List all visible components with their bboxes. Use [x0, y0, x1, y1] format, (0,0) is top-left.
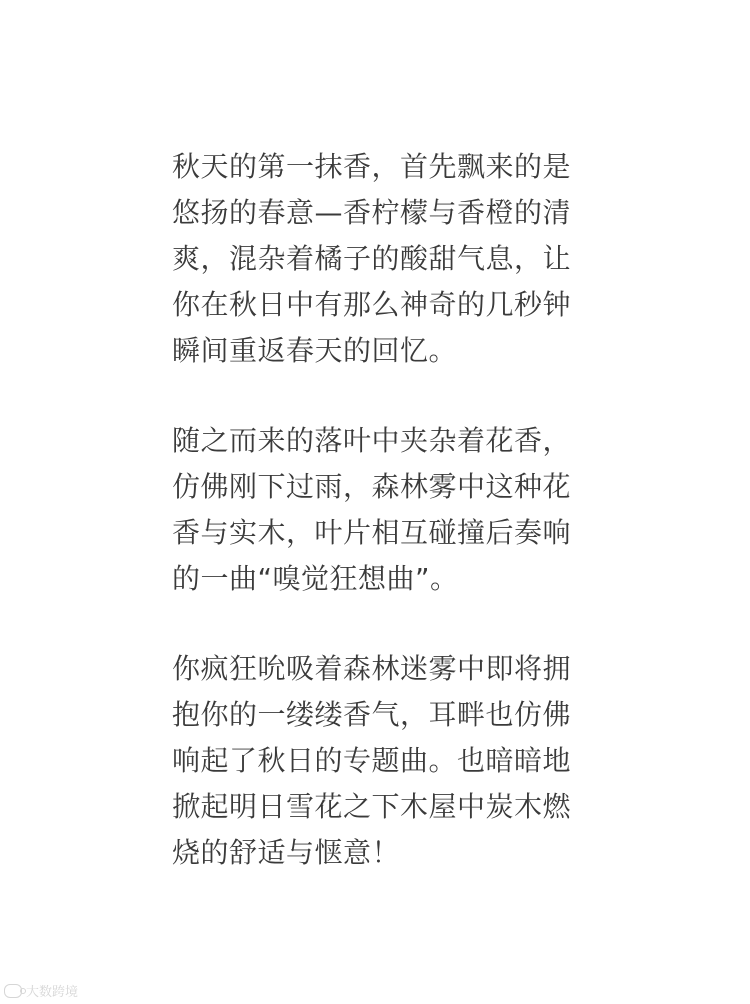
paragraph-line: 烧的舒适与惬意！: [172, 836, 401, 869]
paragraph-line: 的一曲“嗅觉狂想曲”。: [172, 562, 459, 595]
paragraph-line: 爽，混杂着橘子的酸甜气息，让: [172, 242, 572, 275]
paragraph-line: 抱你的一缕缕香气，耳畔也仿佛: [172, 698, 572, 731]
paragraph-line: 香与实木，叶片相互碰撞后奏响: [172, 516, 572, 549]
paragraph-line: 你疯狂吮吸着森林迷雾中即将拥: [172, 652, 572, 685]
paragraph-line: 瞬间重返春天的回忆。: [172, 334, 458, 367]
watermark-text: 大数跨境: [26, 985, 79, 1000]
paragraph-line: 响起了秋日的专题曲。也暗暗地: [172, 744, 572, 777]
paragraph-line: 你在秋日中有那么神奇的几秒钟: [172, 288, 572, 321]
watermark: [4, 981, 78, 1000]
article-body: [172, 144, 592, 876]
paragraph-line: 悠扬的春意—香柠檬与香橙的清: [172, 196, 572, 229]
paragraph-3: [172, 646, 592, 876]
chat-bubble-icon: [4, 984, 22, 998]
paragraph-line: 掀起明日雪花之下木屋中炭木燃: [172, 790, 572, 823]
paragraph-line: 仿佛刚下过雨，森林雾中这种花: [172, 470, 572, 503]
paragraph-2: [172, 418, 592, 602]
paragraph-1: [172, 144, 592, 374]
paragraph-line: 随之而来的落叶中夹杂着花香，: [172, 424, 572, 457]
paragraph-line: 秋天的第一抹香，首先飘来的是: [172, 150, 572, 183]
